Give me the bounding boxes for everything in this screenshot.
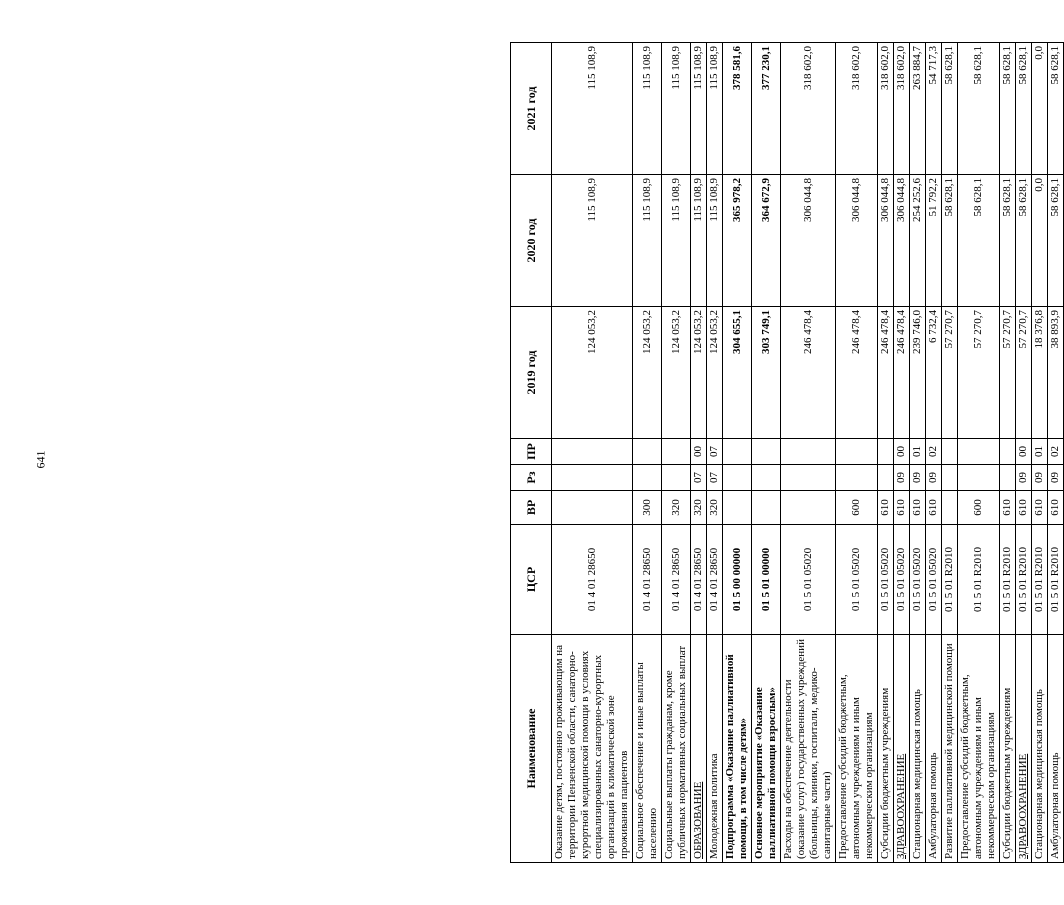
cell-rz xyxy=(878,465,894,491)
cell-pr xyxy=(836,439,878,465)
cell-y2020: 58 628,1 xyxy=(1016,175,1032,307)
cell-y2019: 57 270,7 xyxy=(1000,307,1016,439)
cell-y2019: 124 053,2 xyxy=(707,307,723,439)
cell-rz: 09 xyxy=(1032,465,1048,491)
cell-csr: 01 4 01 28650 xyxy=(662,525,691,635)
cell-pr xyxy=(1000,439,1016,465)
cell-pr xyxy=(662,439,691,465)
cell-rz xyxy=(836,465,878,491)
cell-rz xyxy=(781,465,836,491)
cell-csr: 01 5 01 05020 xyxy=(910,525,926,635)
cell-name: ОБРАЗОВАНИЕ xyxy=(691,635,707,863)
cell-y2021: 54 717,3 xyxy=(926,43,942,175)
cell-y2019: 124 053,2 xyxy=(691,307,707,439)
cell-pr xyxy=(942,439,958,465)
cell-name: Расходы на обеспечение деятельности (оказание услуг) государственных учреждений (больницы, клиники, госпитали, медико-санитарные части) xyxy=(781,635,836,863)
cell-name: Молодежная политика xyxy=(707,635,723,863)
cell-vr: 610 xyxy=(910,491,926,525)
cell-vr: 320 xyxy=(707,491,723,525)
cell-csr: 01 4 01 28650 xyxy=(633,525,662,635)
cell-y2021: 318 602,0 xyxy=(836,43,878,175)
budget-table xyxy=(510,42,1064,863)
cell-y2020: 364 672,9 xyxy=(752,175,781,307)
cell-y2021: 0,0 xyxy=(1032,43,1048,175)
table-row xyxy=(894,43,910,863)
header-2020: 2020 год xyxy=(511,175,552,307)
cell-name: Амбулаторная помощь xyxy=(926,635,942,863)
header-pr: ПР xyxy=(511,439,552,465)
header-rz: Рз xyxy=(511,465,552,491)
cell-vr: 610 xyxy=(1000,491,1016,525)
cell-csr: 01 5 01 R2010 xyxy=(1000,525,1016,635)
cell-csr: 01 5 01 R2010 xyxy=(1032,525,1048,635)
cell-csr: 01 4 01 28650 xyxy=(552,525,633,635)
cell-y2019: 57 270,7 xyxy=(1016,307,1032,439)
header-name: Наименование xyxy=(511,635,552,863)
cell-y2020: 115 108,9 xyxy=(707,175,723,307)
cell-y2020: 306 044,8 xyxy=(878,175,894,307)
table-row xyxy=(752,43,781,863)
cell-name: ЗДРАВООХРАНЕНИЕ xyxy=(894,635,910,863)
cell-y2021: 58 628,1 xyxy=(1000,43,1016,175)
cell-rz xyxy=(1000,465,1016,491)
table-row xyxy=(926,43,942,863)
cell-name: Субсидии бюджетным учреждениям xyxy=(1000,635,1016,863)
cell-y2019: 57 270,7 xyxy=(942,307,958,439)
cell-pr xyxy=(958,439,1000,465)
cell-name: Амбулаторная помощь xyxy=(1048,635,1064,863)
table-row xyxy=(1032,43,1048,863)
cell-y2020: 58 628,1 xyxy=(942,175,958,307)
cell-y2021: 58 628,1 xyxy=(1016,43,1032,175)
table-row xyxy=(662,43,691,863)
cell-csr: 01 5 01 05020 xyxy=(781,525,836,635)
cell-vr xyxy=(723,491,752,525)
cell-pr: 00 xyxy=(1016,439,1032,465)
cell-y2020: 58 628,1 xyxy=(1000,175,1016,307)
cell-y2020: 306 044,8 xyxy=(836,175,878,307)
cell-rz: 09 xyxy=(894,465,910,491)
cell-y2021: 263 884,7 xyxy=(910,43,926,175)
cell-vr: 320 xyxy=(662,491,691,525)
cell-y2019: 124 053,2 xyxy=(633,307,662,439)
cell-y2020: 115 108,9 xyxy=(552,175,633,307)
cell-pr: 01 xyxy=(910,439,926,465)
cell-vr: 610 xyxy=(926,491,942,525)
cell-y2020: 306 044,8 xyxy=(781,175,836,307)
cell-csr: 01 5 01 05020 xyxy=(894,525,910,635)
cell-y2020: 306 044,8 xyxy=(894,175,910,307)
cell-y2021: 58 628,1 xyxy=(1048,43,1064,175)
cell-pr xyxy=(878,439,894,465)
cell-vr: 610 xyxy=(878,491,894,525)
cell-y2019: 239 746,0 xyxy=(910,307,926,439)
cell-csr: 01 5 01 R2010 xyxy=(942,525,958,635)
cell-y2020: 0,0 xyxy=(1032,175,1048,307)
cell-pr xyxy=(633,439,662,465)
cell-name: Субсидии бюджетным учреждениям xyxy=(878,635,894,863)
cell-vr: 600 xyxy=(958,491,1000,525)
cell-name: ЗДРАВООХРАНЕНИЕ xyxy=(1016,635,1032,863)
cell-pr xyxy=(752,439,781,465)
cell-y2019: 18 376,8 xyxy=(1032,307,1048,439)
cell-pr: 00 xyxy=(691,439,707,465)
table-row xyxy=(723,43,752,863)
table-row xyxy=(958,43,1000,863)
cell-y2019: 6 732,4 xyxy=(926,307,942,439)
cell-name: Оказание детям, постоянно проживающим на территории Пензенской области, санаторно-курортной медицинской помощи в условиях специализированных санаторно-курортных организаций в климатической зоне проживания пациентов xyxy=(552,635,633,863)
cell-vr xyxy=(781,491,836,525)
table-row xyxy=(691,43,707,863)
cell-y2021: 377 230,1 xyxy=(752,43,781,175)
cell-y2019: 124 053,2 xyxy=(662,307,691,439)
cell-rz xyxy=(723,465,752,491)
cell-pr xyxy=(723,439,752,465)
page-number: 641 xyxy=(33,450,48,469)
cell-name: Социальные выплаты гражданам, кроме публичных нормативных социальных выплат xyxy=(662,635,691,863)
cell-rz xyxy=(752,465,781,491)
cell-y2019: 304 655,1 xyxy=(723,307,752,439)
cell-y2020: 115 108,9 xyxy=(691,175,707,307)
cell-y2019: 246 478,4 xyxy=(894,307,910,439)
cell-y2019: 124 053,2 xyxy=(552,307,633,439)
cell-name: Стационарная медицинская помощь xyxy=(910,635,926,863)
rotated-table-container xyxy=(510,43,1061,863)
cell-csr: 01 5 01 R2010 xyxy=(1016,525,1032,635)
cell-vr: 600 xyxy=(836,491,878,525)
cell-pr: 00 xyxy=(894,439,910,465)
header-2019: 2019 год xyxy=(511,307,552,439)
cell-y2020: 51 792,2 xyxy=(926,175,942,307)
cell-csr: 01 5 01 05020 xyxy=(836,525,878,635)
cell-vr xyxy=(552,491,633,525)
cell-vr: 320 xyxy=(691,491,707,525)
cell-pr: 02 xyxy=(926,439,942,465)
cell-vr: 610 xyxy=(894,491,910,525)
header-2021: 2021 год xyxy=(511,43,552,175)
cell-vr xyxy=(942,491,958,525)
cell-name: Предоставление субсидий бюджетным, автономным учреждениям и иным некоммерческим организациям xyxy=(958,635,1000,863)
cell-vr: 610 xyxy=(1016,491,1032,525)
cell-y2020: 254 252,6 xyxy=(910,175,926,307)
cell-name: Подпрограмма «Оказание паллиативной помощи, в том числе детям» xyxy=(723,635,752,863)
cell-y2021: 115 108,9 xyxy=(662,43,691,175)
cell-y2021: 58 628,1 xyxy=(942,43,958,175)
cell-rz: 09 xyxy=(1016,465,1032,491)
cell-csr: 01 5 01 05020 xyxy=(878,525,894,635)
cell-name: Основное мероприятие «Оказание паллиативной помощи взрослым» xyxy=(752,635,781,863)
cell-csr: 01 4 01 28650 xyxy=(691,525,707,635)
cell-pr xyxy=(781,439,836,465)
cell-y2020: 58 628,1 xyxy=(958,175,1000,307)
cell-y2021: 58 628,1 xyxy=(958,43,1000,175)
header-vr: ВР xyxy=(511,491,552,525)
cell-rz xyxy=(942,465,958,491)
table-row xyxy=(878,43,894,863)
cell-y2019: 303 749,1 xyxy=(752,307,781,439)
table-row xyxy=(836,43,878,863)
table-row xyxy=(910,43,926,863)
cell-y2020: 365 978,2 xyxy=(723,175,752,307)
cell-csr: 01 4 01 28650 xyxy=(707,525,723,635)
cell-rz: 07 xyxy=(691,465,707,491)
cell-rz xyxy=(633,465,662,491)
cell-y2021: 115 108,9 xyxy=(633,43,662,175)
cell-y2019: 246 478,4 xyxy=(781,307,836,439)
cell-y2021: 318 602,0 xyxy=(878,43,894,175)
cell-y2019: 246 478,4 xyxy=(836,307,878,439)
cell-rz xyxy=(552,465,633,491)
cell-vr: 610 xyxy=(1048,491,1064,525)
cell-name: Социальное обеспечение и иные выплаты населению xyxy=(633,635,662,863)
cell-y2019: 246 478,4 xyxy=(878,307,894,439)
cell-y2020: 58 628,1 xyxy=(1048,175,1064,307)
cell-y2019: 57 270,7 xyxy=(958,307,1000,439)
header-row xyxy=(511,43,552,863)
cell-name: Предоставление субсидий бюджетным, автономным учреждениям и иным некоммерческим организациям xyxy=(836,635,878,863)
cell-pr: 02 xyxy=(1048,439,1064,465)
table-row xyxy=(942,43,958,863)
table-row xyxy=(1000,43,1016,863)
cell-csr: 01 5 01 R2010 xyxy=(1048,525,1064,635)
table-row xyxy=(1048,43,1064,863)
cell-y2019: 38 893,9 xyxy=(1048,307,1064,439)
cell-pr: 01 xyxy=(1032,439,1048,465)
cell-rz: 07 xyxy=(707,465,723,491)
cell-vr xyxy=(752,491,781,525)
cell-y2021: 115 108,9 xyxy=(691,43,707,175)
cell-pr: 07 xyxy=(707,439,723,465)
cell-rz xyxy=(662,465,691,491)
table-row xyxy=(781,43,836,863)
cell-y2021: 115 108,9 xyxy=(552,43,633,175)
cell-rz xyxy=(958,465,1000,491)
cell-vr: 300 xyxy=(633,491,662,525)
table-row xyxy=(633,43,662,863)
cell-y2021: 378 581,6 xyxy=(723,43,752,175)
cell-name: Развитие паллиативной медицинской помощи xyxy=(942,635,958,863)
cell-pr xyxy=(552,439,633,465)
table-row xyxy=(707,43,723,863)
table-row xyxy=(1016,43,1032,863)
cell-y2021: 318 602,0 xyxy=(781,43,836,175)
cell-rz: 09 xyxy=(910,465,926,491)
table-row xyxy=(552,43,633,863)
cell-name: Стационарная медицинская помощь xyxy=(1032,635,1048,863)
cell-csr: 01 5 01 00000 xyxy=(752,525,781,635)
cell-y2021: 115 108,9 xyxy=(707,43,723,175)
cell-rz: 09 xyxy=(1048,465,1064,491)
cell-vr: 610 xyxy=(1032,491,1048,525)
cell-y2021: 318 602,0 xyxy=(894,43,910,175)
cell-y2020: 115 108,9 xyxy=(662,175,691,307)
header-csr: ЦСР xyxy=(511,525,552,635)
cell-csr: 01 5 01 R2010 xyxy=(958,525,1000,635)
cell-csr: 01 5 01 05020 xyxy=(926,525,942,635)
cell-csr: 01 5 00 00000 xyxy=(723,525,752,635)
cell-rz: 09 xyxy=(926,465,942,491)
cell-y2020: 115 108,9 xyxy=(633,175,662,307)
